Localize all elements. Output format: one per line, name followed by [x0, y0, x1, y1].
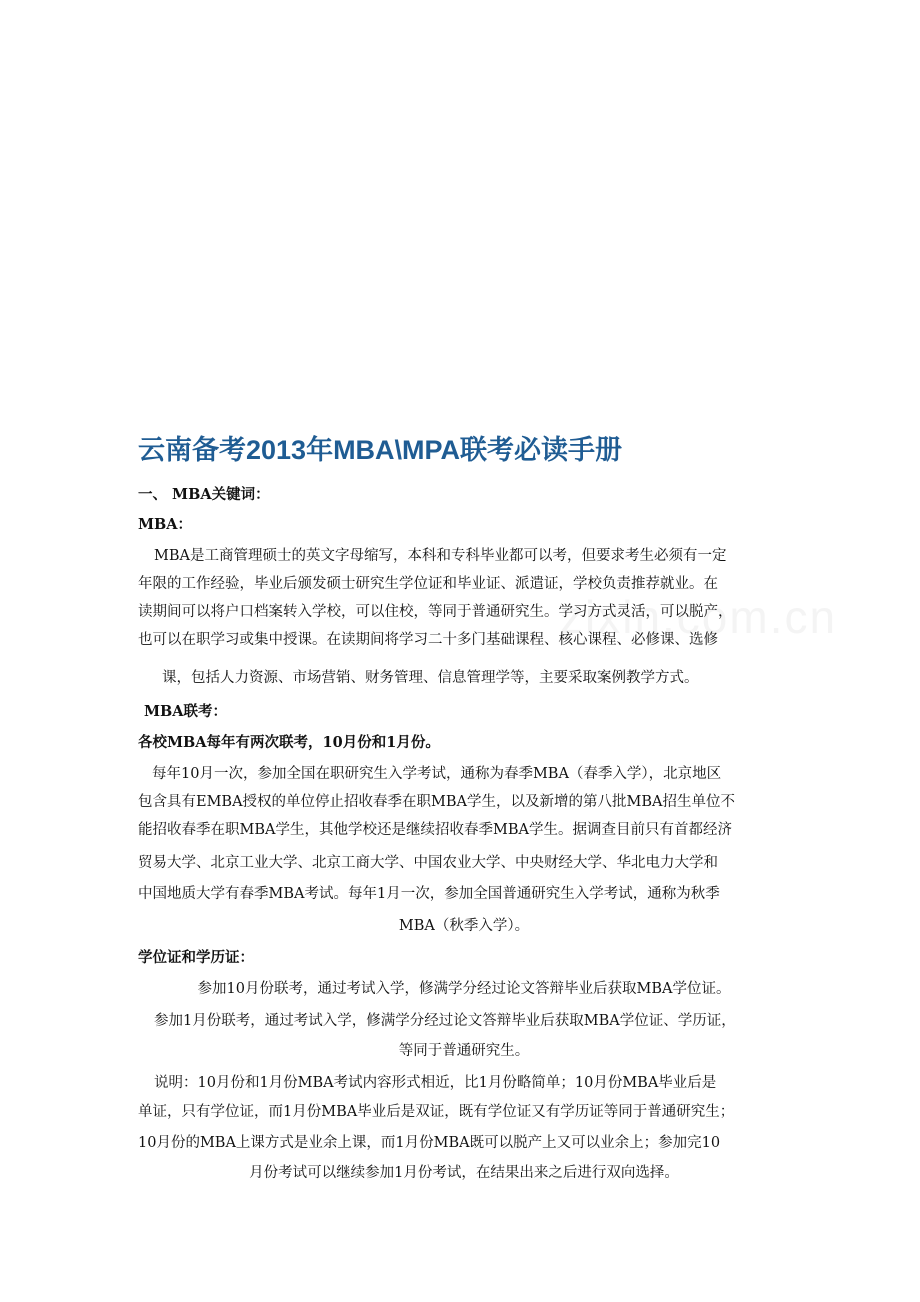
mba-paragraph-line: 课，包括人力资源、市场营销、财务管理、信息管理学等，主要采取案例教学方式。	[162, 670, 699, 686]
exam-paragraph-line: 包含具有EMBA授权的单位停止招收春季在职MBA学生，以及新增的第八批MBA招生单位不	[138, 794, 736, 810]
exam-paragraph-line: 能招收春季在职MBA学生，其他学校还是继续招收春季MBA学生。据调查目前只有首都经济	[138, 822, 732, 838]
degree-paragraph-line: 等同于普通研究生。	[398, 1043, 530, 1059]
note-paragraph-line: 单证，只有学位证，而1月份MBA毕业后是双证，既有学位证又有学历证等同于普通研究生；	[138, 1104, 735, 1120]
exam-paragraph-line: 中国地质大学有春季MBA考试。每年1月一次，参加全国普通研究生入学考试，通称为秋季	[138, 886, 720, 902]
section-heading: 一、 MBA关键词：	[138, 486, 270, 503]
note-paragraph-line: 月份考试可以继续参加1月份考试，在结果出来之后进行双向选择。	[249, 1165, 679, 1181]
degree-label: 学位证和学历证：	[138, 949, 254, 966]
note-paragraph-line: 说明：10月份和1月份MBA考试内容形式相近，比1月份略简单；10月份MBA毕业后是	[154, 1075, 717, 1091]
degree-paragraph-line: 参加10月份联考，通过考试入学，修满学分经过论文答辩毕业后获取MBA学位证。	[197, 981, 731, 997]
exam-paragraph-line: MBA（秋季入学）。	[398, 918, 530, 934]
document-title: 云南备考2013年MBA\MPA联考必读手册	[138, 435, 623, 465]
exam-label: MBA联考：	[144, 703, 228, 720]
degree-paragraph-line: 参加1月份联考，通过考试入学，修满学分经过论文答辩毕业后获取MBA学位证、学历证，	[154, 1013, 736, 1029]
mba-paragraph-line: 年限的工作经验，毕业后颁发硕士研究生学位证和毕业证、派遣证，学校负责推荐就业。在	[138, 576, 718, 592]
exam-paragraph-line: 贸易大学、北京工业大学、北京工商大学、中国农业大学、中央财经大学、华北电力大学和	[138, 855, 718, 871]
mba-label: MBA：	[138, 516, 193, 533]
note-paragraph-line: 10月份的MBA上课方式是业余上课，而1月份MBA既可以脱产上又可以业余上；参加完10	[138, 1135, 721, 1151]
exam-subheading: 各校MBA每年有两次联考，10月份和1月份。	[138, 734, 440, 751]
watermark-text: zixin.com.cn	[560, 591, 838, 643]
mba-paragraph-line: 也可以在职学习或集中授课。在读期间将学习二十多门基础课程、核心课程、必修课、选修	[138, 632, 718, 648]
exam-paragraph-line: 每年10月一次，参加全国在职研究生入学考试，通称为春季MBA（春季入学），北京地区	[152, 766, 722, 782]
mba-paragraph-line: MBA是工商管理硕士的英文字母缩写，本科和专科毕业都可以考，但要求考生必须有一定	[154, 548, 727, 564]
mba-paragraph-line: 读期间可以将户口档案转入学校，可以住校，等同于普通研究生。学习方式灵活，可以脱产，	[138, 604, 733, 620]
